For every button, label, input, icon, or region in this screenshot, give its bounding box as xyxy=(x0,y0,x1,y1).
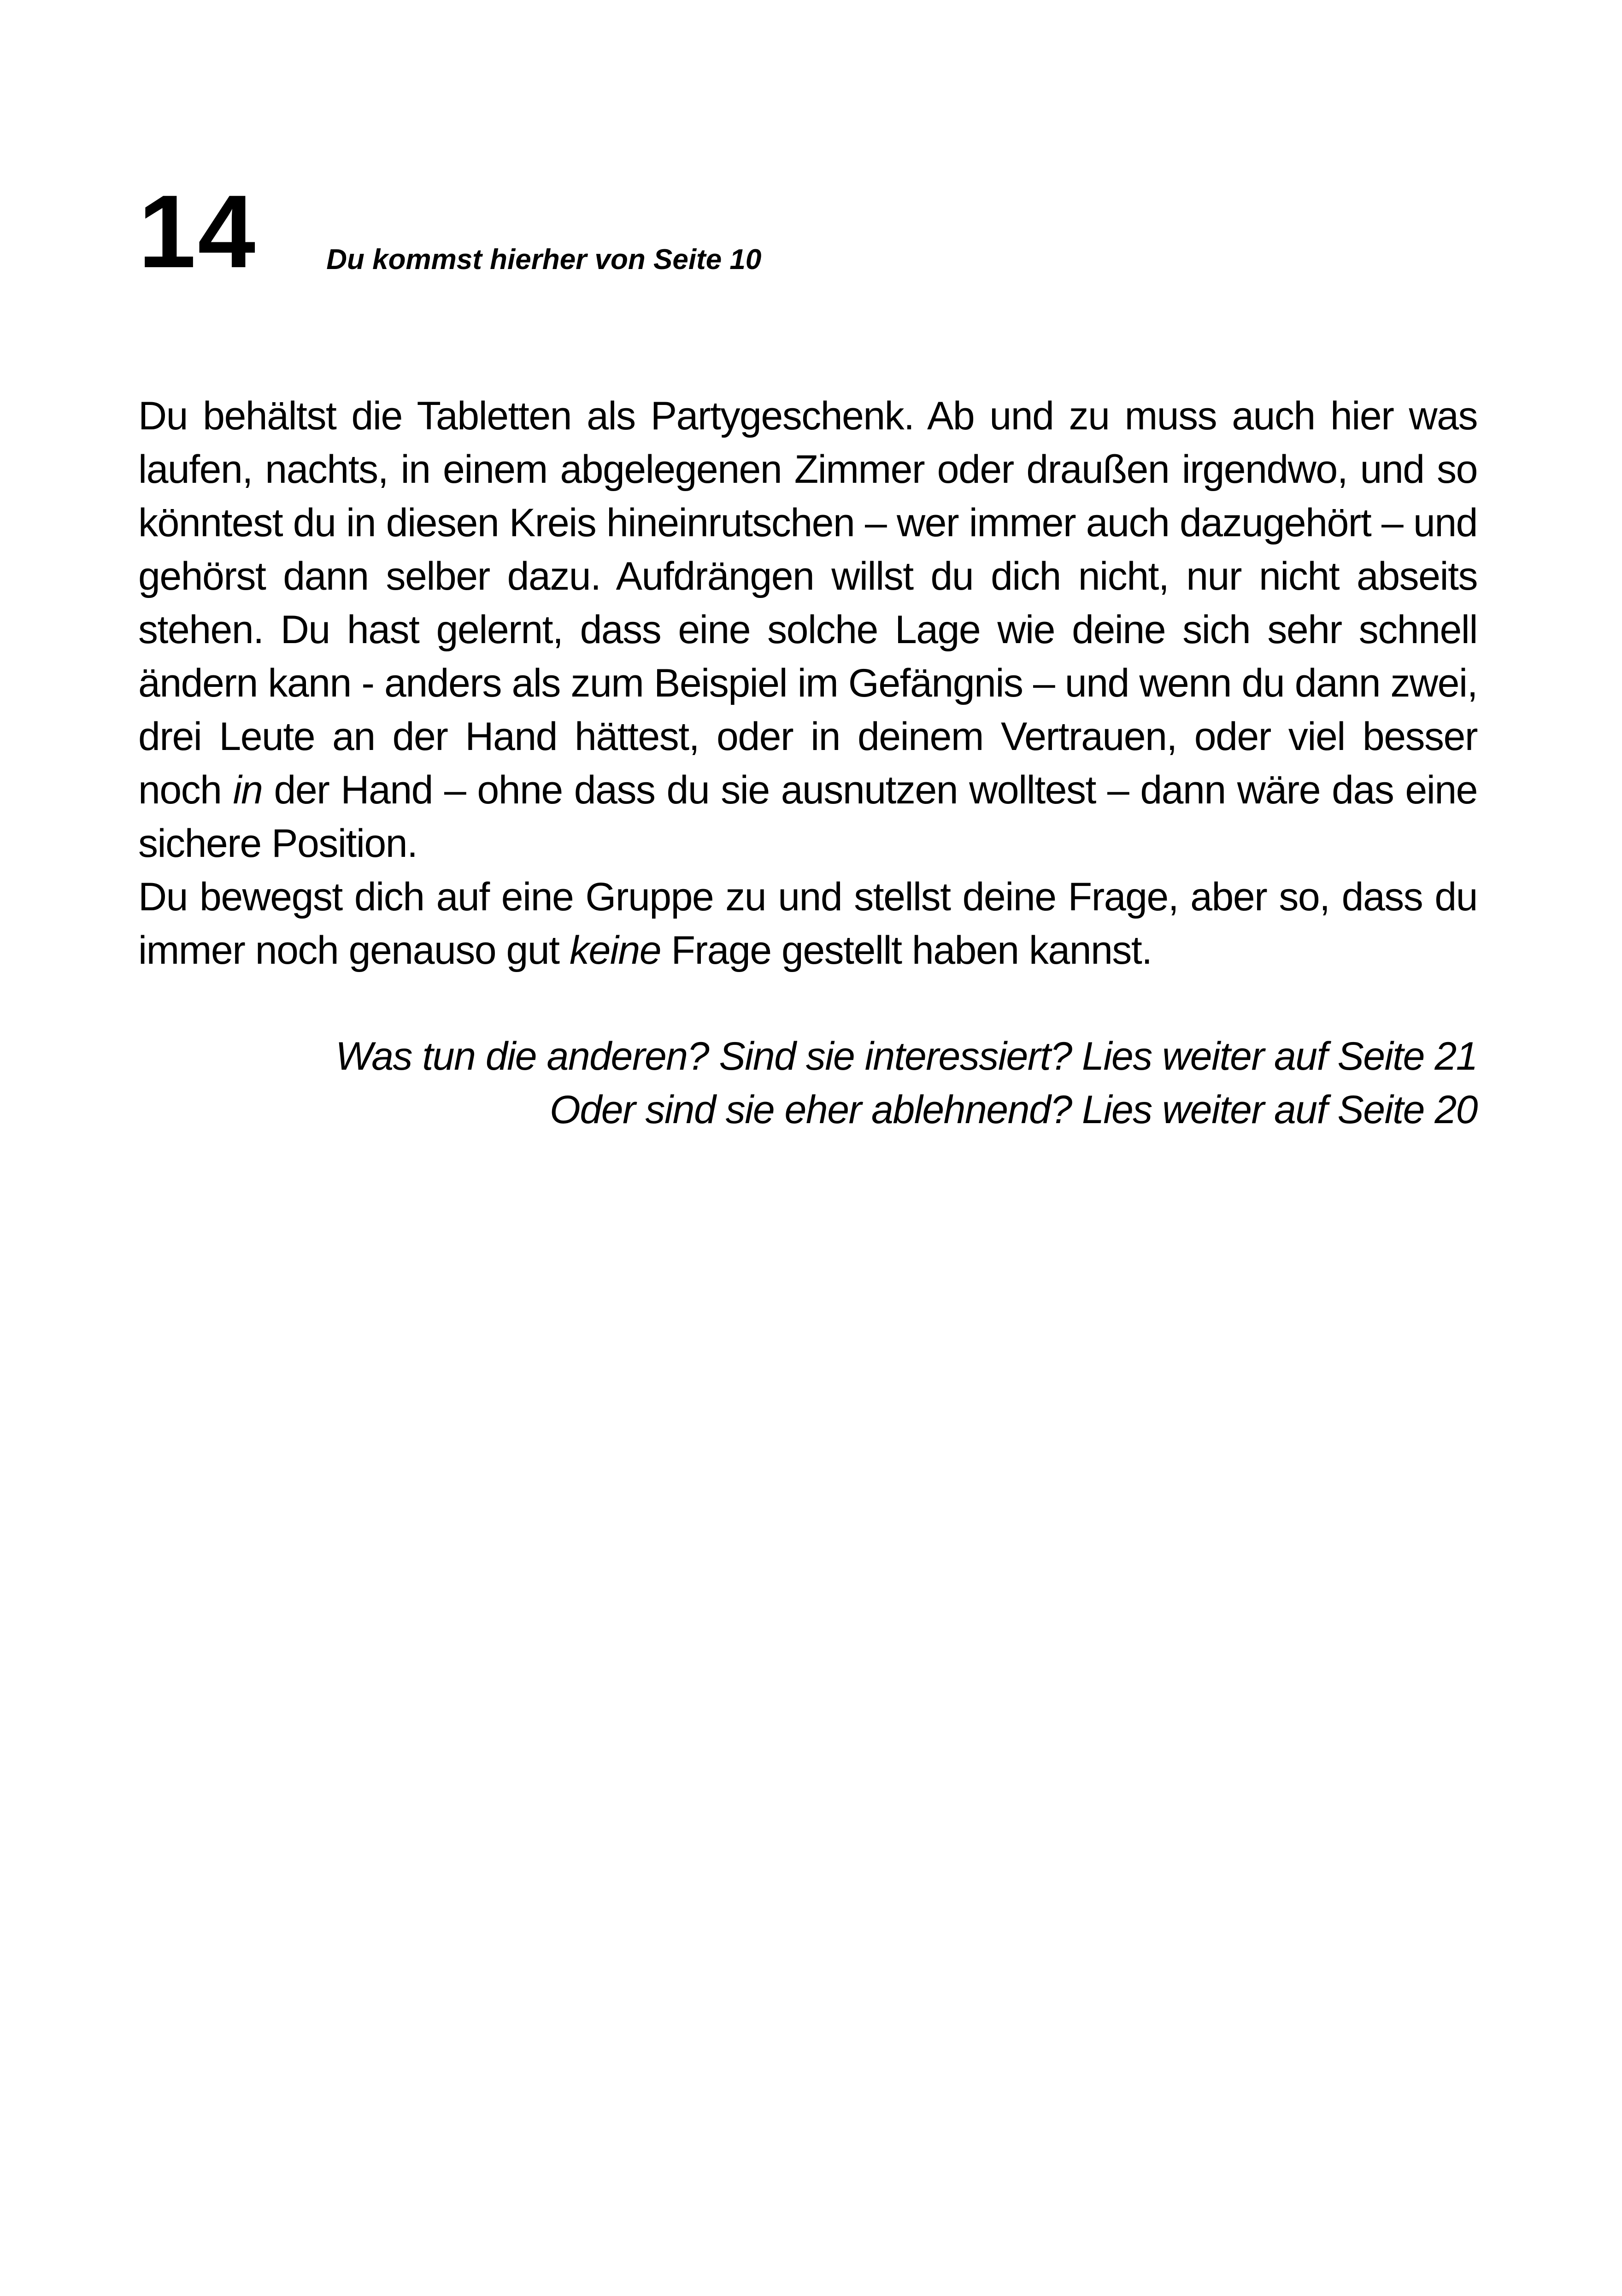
from-page-note: Du kommst hierher von Seite 10 xyxy=(326,244,762,275)
paragraph-1-text-a: Du behältst die Tabletten als Partygeschenk. Ab und zu muss auch hier was laufen, nachts, in einem abgelegenen Zimmer oder draußen irgendwo, und so könntest du in diesen Kreis hineinrutschen – wer immer auch dazugehört – und gehörst dann selber dazu. Aufdrängen willst du dich nicht, nur nicht abseits stehen. Du hast gelernt, dass eine solche Lage wie deine sich sehr schnell ändern kann - anders als zum Beispiel im Gefängnis – und wenn du dann zwei, drei Leute an der Hand hättest, oder in deinem Vertrauen, oder viel besser noch xyxy=(138,394,1477,812)
choice-option-2: Oder sind sie eher ablehnend? Lies weiter auf Seite 20 xyxy=(549,1088,1477,1132)
paragraph-2-text-b: Frage gestellt haben kannst. xyxy=(661,928,1152,972)
paragraph-1-emphasis: in xyxy=(233,768,263,812)
paragraph-1-text-b: der Hand – ohne dass du sie ausnutzen wolltest – dann wäre das eine sichere Position. xyxy=(138,768,1477,866)
paragraph-2-text-a: Du bewegst dich auf eine Gruppe zu und stellst deine Frage, aber so, dass du immer noch genauso gut xyxy=(138,875,1477,972)
choice-section xyxy=(138,1030,1477,1136)
paragraph-1 xyxy=(138,389,1477,870)
page-number: 14 xyxy=(138,173,258,289)
page-header xyxy=(138,164,1475,289)
paragraph-2 xyxy=(138,870,1477,977)
story-text xyxy=(138,389,1477,977)
paragraph-2-emphasis: keine xyxy=(569,928,661,972)
choice-option-1: Was tun die anderen? Sind sie interessiert? Lies weiter auf Seite 21 xyxy=(335,1034,1477,1078)
